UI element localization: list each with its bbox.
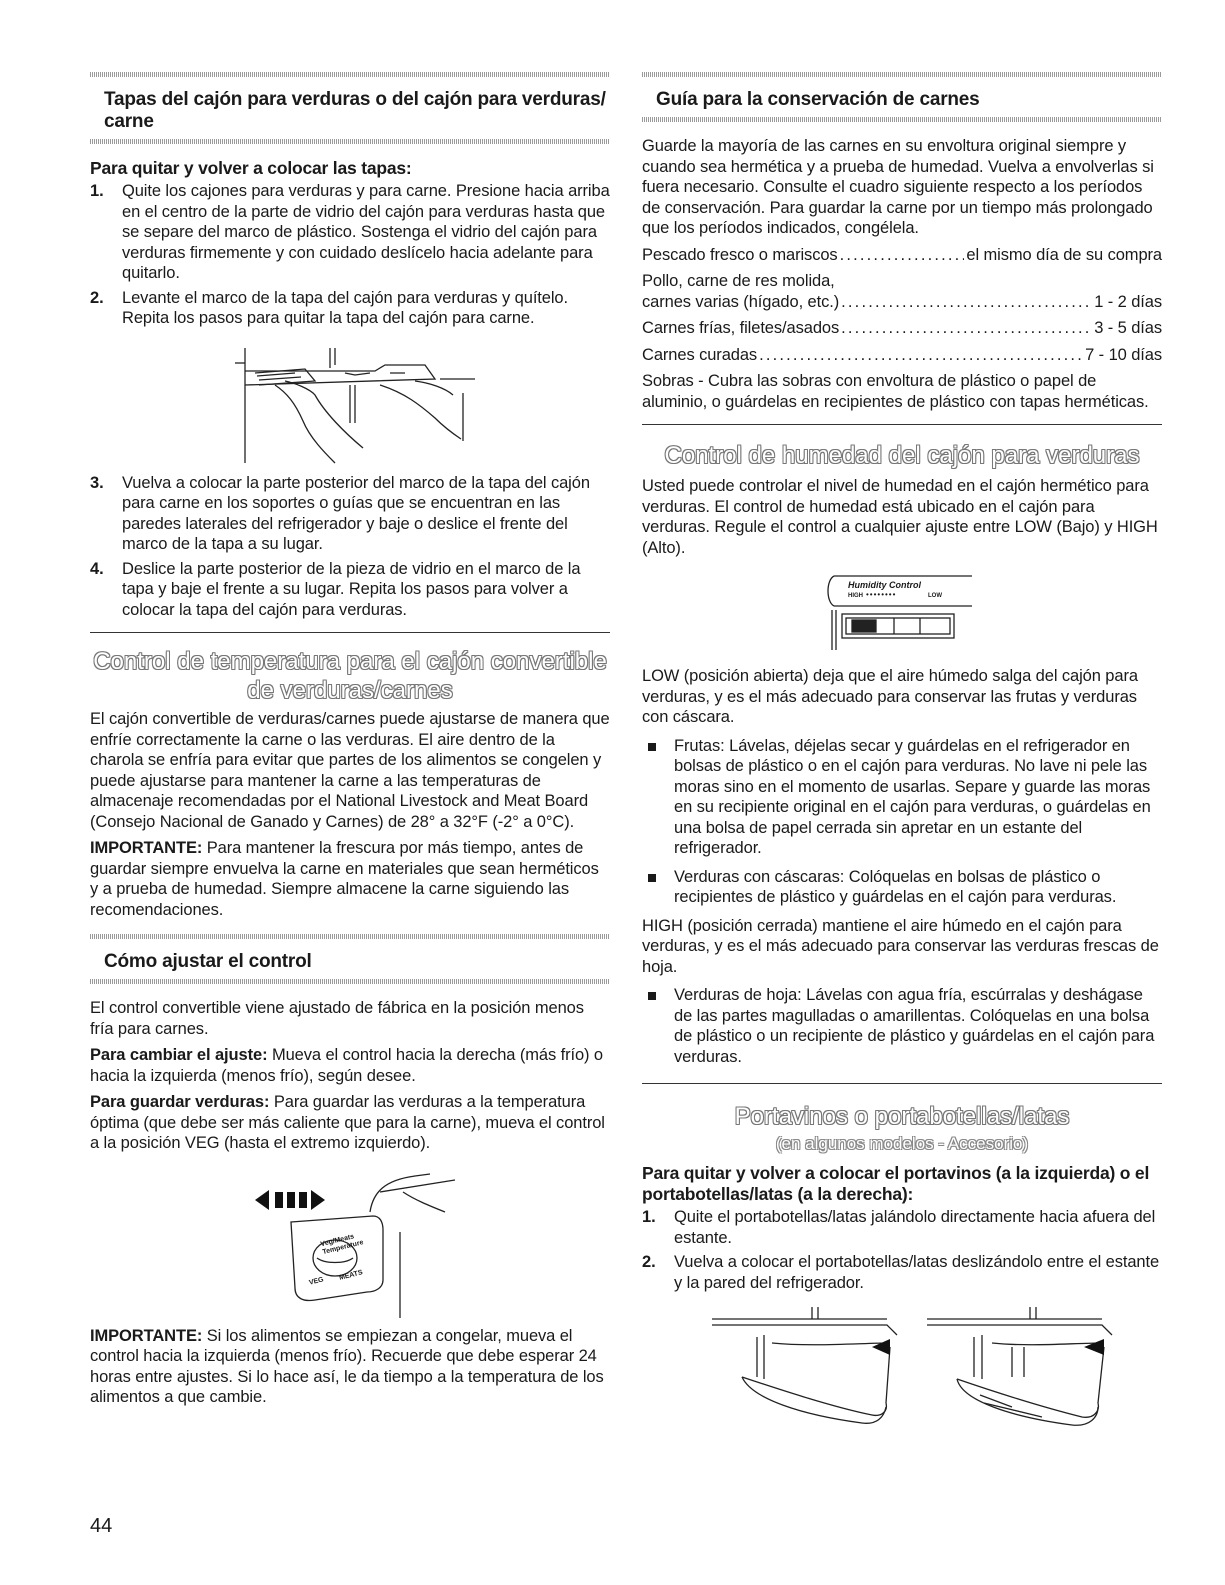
dial-meats-label: MEATS bbox=[338, 1268, 364, 1282]
right-column bbox=[642, 0, 1162, 1427]
humidity-control-illustration bbox=[822, 574, 982, 650]
paragraph: Guarde la mayoría de las carnes en su envoltura original siempre y cuando sea hermética y a prueba de humedad. Vuelva a envolverlas si fuera necesario. Consulte el cuadro siguiente respecto a los períodos de conservación. Para guardar la carne por un tiempo más prolongado que los períodos indicados, congélela. bbox=[642, 137, 1154, 237]
subheading-remove-covers: Para quitar y volver a colocar las tapas: bbox=[90, 158, 412, 178]
humidity-control-label: Humidity Control bbox=[848, 580, 921, 590]
paragraph: HIGH (posición cerrada) mantiene el aire húmedo en el cajón para verduras, y es el más adecuado para conservar las verduras frescas de hoja. bbox=[642, 916, 1159, 976]
storage-row-prefix: Pollo, carne de res molida, bbox=[642, 272, 835, 290]
paragraph: El control convertible viene ajustado de fábrica en la posición menos fría para carnes. bbox=[90, 999, 584, 1038]
section-title-humidity: Control de humedad del cajón para verduras bbox=[664, 442, 1140, 469]
dotted-rule bbox=[90, 979, 610, 984]
section-title-temperature: Control de temperatura para el cajón convertible de verduras/carnes bbox=[93, 648, 607, 704]
dotted-rule bbox=[642, 72, 1162, 77]
paragraph: LOW (posición abierta) deja que el aire húmedo salga del cajón para verduras, y es el más adecuado para conservar las frutas y verduras con cáscara. bbox=[642, 667, 1138, 726]
dotted-rule bbox=[642, 117, 1162, 122]
list-item: 1. Quite el portabotellas/latas jalándolo directamente hacia afuera del estante. bbox=[642, 1208, 1156, 1247]
page-number: 44 bbox=[90, 1515, 113, 1537]
dial-label: Veg/Meats Temperature bbox=[319, 1232, 365, 1256]
section-title-adjust: Cómo ajustar el control bbox=[104, 951, 312, 972]
section-subtitle-wine-rack: (en algunos modelos - Accesorio) bbox=[775, 1134, 1029, 1153]
dotted-rule bbox=[90, 934, 610, 939]
dial-veg-label: VEG bbox=[308, 1275, 325, 1287]
list-item: 4. Deslice la parte posterior de la pieza de vidrio en el marco de la tapa y baje el frente a su lugar. Repita los pasos para volver a colocar la tapa del cajón para verduras. bbox=[90, 559, 581, 619]
humidity-low-label: LOW bbox=[928, 593, 942, 599]
storage-row: Pescado fresco o mariscos . . . el mismo día de su compra bbox=[642, 245, 1162, 266]
humidity-high-label: HIGH bbox=[848, 593, 863, 599]
list-item: Verduras con cáscaras: Colóquelas en bolsas de plástico o recipientes de plástico y guárdelas en el cajón para verduras. bbox=[642, 867, 1162, 908]
section-title-meat-guide: Guía para la conservación de carnes bbox=[656, 89, 980, 110]
paragraph: IMPORTANTE: Si los alimentos se empiezan a congelar, mueva el control hacia la izquierda (menos frío). Recuerde que debe esperar 24 horas entre ajustes. Si lo hace así, le da tiempo a la temperatura de los alimentos a que cambie. bbox=[90, 1326, 604, 1406]
temperature-dial-illustration bbox=[255, 1172, 455, 1318]
paragraph: Para cambiar el ajuste: Mueva el control hacia la derecha (más frío) o hacia la izquierda (menos frío), según desee. bbox=[90, 1046, 604, 1085]
section-rule bbox=[642, 424, 1162, 425]
list-item: 3. Vuelva a colocar la parte posterior del marco de la tapa del cajón para carne en los soportes o guías que se encuentran en las paredes laterales del refrigerador y baje o deslice el frente del marco de la tapa a su lugar. bbox=[90, 473, 590, 553]
dotted-rule bbox=[90, 139, 610, 144]
left-column bbox=[90, 0, 610, 1408]
paragraph: IMPORTANTE: Para mantener la frescura por más tiempo, antes de guardar siempre envuelva la carne en materiales que sean herméticos y a prueba de humedad. Siempre almacene la carne siguiendo las recomendaciones. bbox=[90, 839, 599, 919]
list-item: 2. Vuelva a colocar el portabotellas/latas deslizándolo entre el estante y la pared del refrigerador. bbox=[642, 1253, 1160, 1292]
paragraph: Usted puede controlar el nivel de humedad en el cajón hermético para verduras. El control de humedad está ubicado en el cajón para verduras. Regule el control a cualquier ajuste entre LOW (Bajo) y HIGH (Alto). bbox=[642, 477, 1158, 557]
section-rule bbox=[642, 1083, 1162, 1084]
subheading-remove-rack: Para quitar y volver a colocar el portavinos (a la izquierda) o el portabotellas/latas (a la derecha): bbox=[642, 1163, 1150, 1204]
paragraph: Para guardar verduras: Para guardar las verduras a la temperatura óptima (que debe ser más caliente que para la carne), mueva el control a la posición VEG (hasta el extremo izquierdo). bbox=[90, 1093, 605, 1152]
paragraph: Sobras - Cubra las sobras con envoltura de plástico o papel de aluminio, o guárdelas en recipientes de plástico con tapas herméticas. bbox=[642, 372, 1149, 411]
section-rule bbox=[90, 632, 610, 633]
list-item: 1. Quite los cajones para verduras y para carne. Presione hacia arriba en el centro de la parte de vidrio del cajón para verduras hasta que se separe del marco de plástico. Sostenga el vidrio del cajón para verduras firmemente y con cuidado deslícelo hacia adelante para quitarlo. bbox=[90, 182, 610, 282]
cover-removal-illustration bbox=[235, 343, 610, 465]
dotted-rule bbox=[90, 72, 610, 77]
list-item: 2. Levante el marco de la tapa del cajón para verduras y quítelo. Repita los pasos para quitar la tapa del cajón para carne. bbox=[90, 288, 568, 327]
list-item: Frutas: Lávelas, déjelas secar y guárdelas en el refrigerador en bolsas de plástico o en el cajón para verduras. No lave ni pele las moras sino en el momento de usarlas. Separe y guarde las moras en su recipiente original en el cajón para verduras, o guárdelas en una bolsa de papel cerrada sin apretar en un estante del refrigerador. bbox=[642, 736, 1162, 859]
storage-row: Carnes curadas . . . 7 - 10 días bbox=[642, 345, 1162, 366]
section-title-wine-rack: Portavinos o portabotellas/latas bbox=[734, 1103, 1070, 1130]
humidity-dots: •••••••• bbox=[866, 590, 897, 599]
section-title-covers: Tapas del cajón para verduras o del cajón para verduras/ carne bbox=[104, 89, 606, 132]
paragraph: El cajón convertible de verduras/carnes puede ajustarse de manera que enfríe correctamente la carne o las verduras. El aire dentro de la charola se enfría para evitar que partes de los alimentos se congelen y puede ajustarse para mantener la carne a las temperaturas de almacenaje recomendadas por el National Livestock and Meat Board (Consejo Nacional de Ganado y Carnes) de 28° a 32°F (-2° a 0°C). bbox=[90, 710, 610, 831]
list-item: Verduras de hoja: Lávelas con agua fría, escúrralas y deshágase de las partes magulladas o amarillentas. Colóquelas en una bolsa de plástico o un recipiente de plástico y guárdelas en el cajón para verduras. bbox=[642, 985, 1162, 1067]
storage-row: carnes varias (hígado, etc.) . . . 1 - 2 días bbox=[642, 292, 1162, 313]
wine-rack-illustration bbox=[712, 1307, 1162, 1427]
storage-row: Carnes frías, filetes/asados . . . 3 - 5 días bbox=[642, 318, 1162, 339]
